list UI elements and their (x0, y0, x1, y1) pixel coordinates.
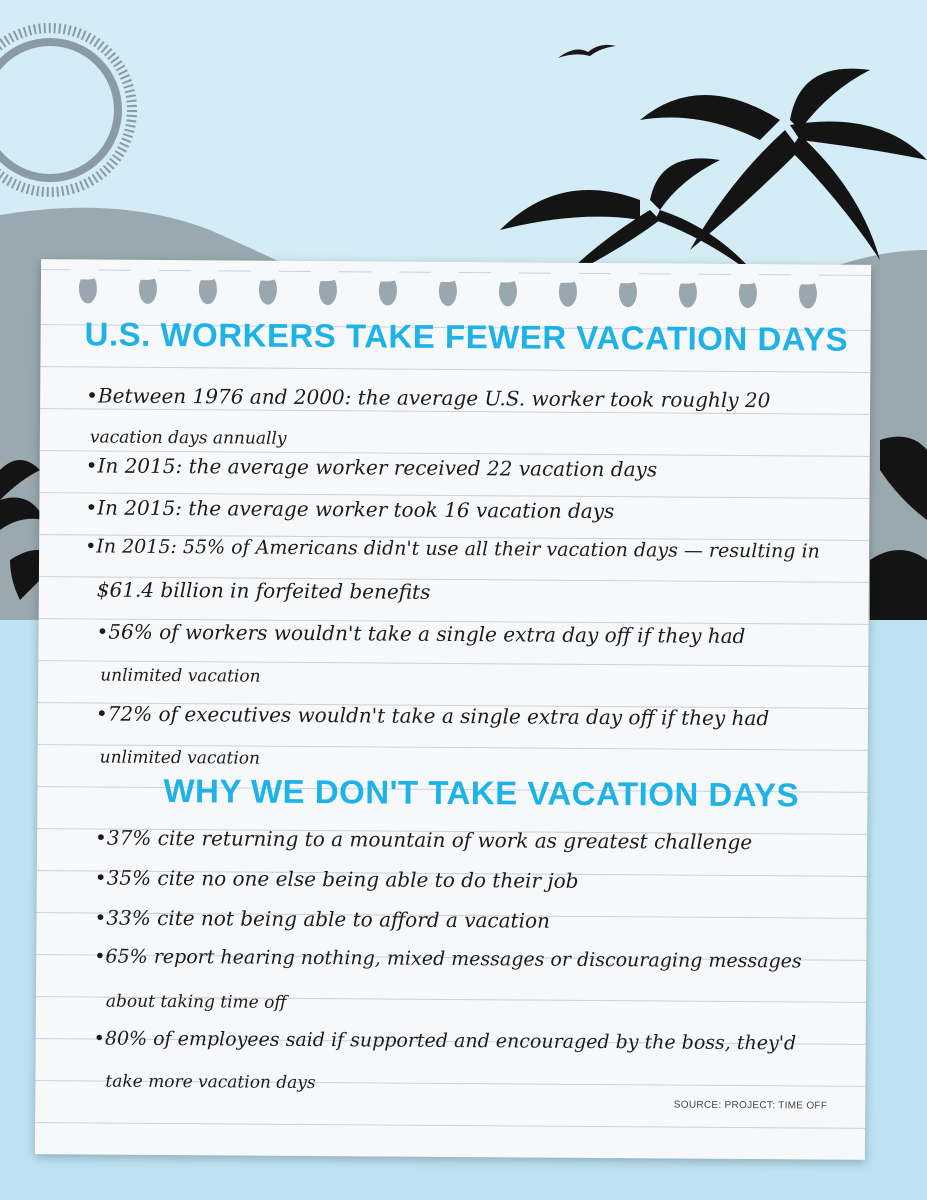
fact-line: unlimited vacation (99, 747, 261, 769)
binder-hole (379, 275, 397, 305)
reason-line: •80% of employees said if supported and encouraged by the boss, they'd (93, 1027, 797, 1055)
binder-hole (139, 274, 157, 304)
reason-line: •65% report hearing nothing, mixed messages or discouraging messages (94, 945, 802, 973)
binder-hole (499, 276, 517, 306)
reason-line: •37% cite returning to a mountain of work as greatest challenge (95, 825, 753, 855)
fact-line: •In 2015: 55% of Americans didn't use all their vacation days — resulting in (85, 535, 820, 563)
notebook-paper (35, 259, 871, 1160)
section-heading-fewer-days: U.S. WORKERS TAKE FEWER VACATION DAYS (84, 315, 849, 358)
binder-hole (439, 276, 457, 306)
fact-line: unlimited vacation (100, 665, 261, 687)
fact-line: $61.4 billion in forfeited benefits (96, 577, 431, 604)
binder-hole (199, 274, 217, 304)
binder-hole (319, 275, 337, 305)
fact-line: •56% of workers wouldn't take a single extra day off if they had (96, 619, 746, 649)
section-heading-why: WHY WE DON'T TAKE VACATION DAYS (163, 771, 800, 814)
fact-line: •Between 1976 and 2000: the average U.S. worker took roughly 20 (86, 383, 771, 413)
binder-hole (799, 278, 817, 308)
binder-hole (259, 275, 277, 305)
fact-line: •72% of executives wouldn't take a single extra day off if they had (95, 701, 770, 731)
binder-hole (739, 278, 757, 308)
binder-hole (679, 278, 697, 308)
source-credit: SOURCE: PROJECT: TIME OFF (673, 1099, 828, 1112)
binder-hole (619, 277, 637, 307)
reason-line: •35% cite no one else being able to do their job (94, 865, 579, 893)
fact-line: •In 2015: the average worker took 16 vacation days (85, 495, 615, 524)
fact-line: vacation days annually (89, 427, 287, 449)
reason-line: take more vacation days (105, 1071, 316, 1094)
binder-hole (79, 273, 97, 303)
binder-hole (559, 277, 577, 307)
reason-line: •33% cite not being able to afford a vacation (94, 905, 551, 933)
reason-line: about taking time off (105, 991, 287, 1013)
fact-line: •In 2015: the average worker received 22 vacation days (85, 453, 658, 482)
